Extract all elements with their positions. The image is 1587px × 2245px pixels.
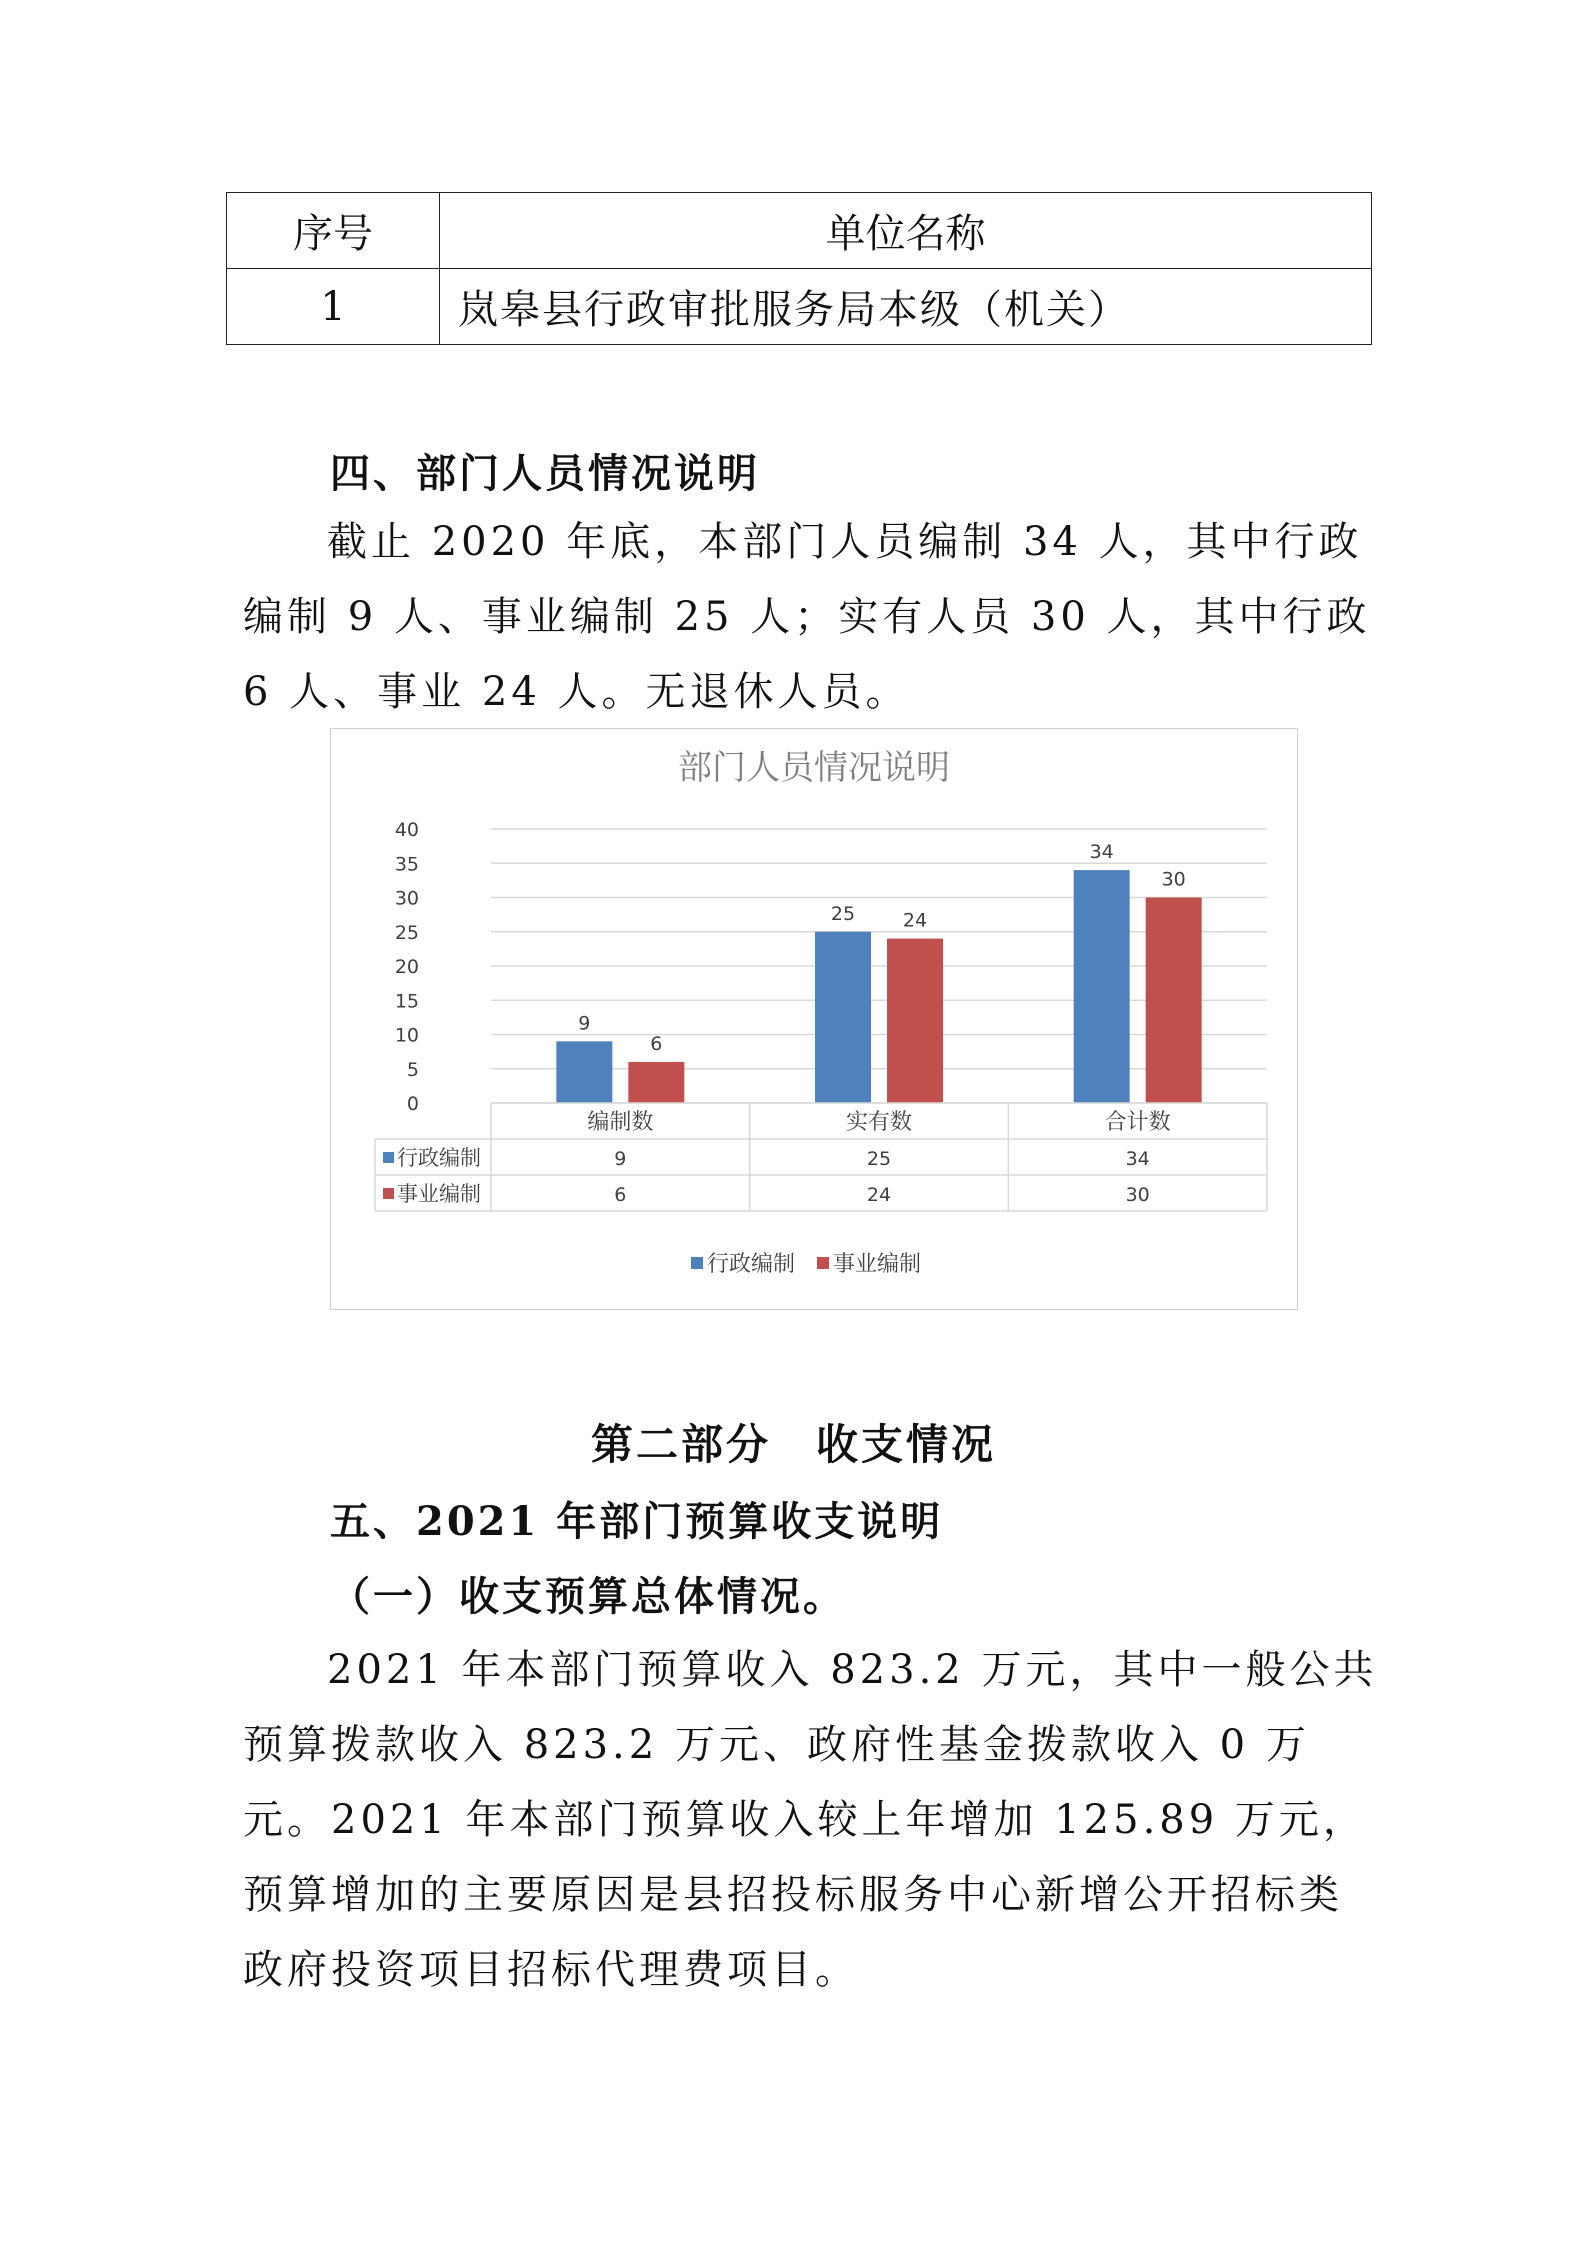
bar-行政编制	[1074, 870, 1130, 1103]
subsection-heading: （一）收支预算总体情况。	[330, 1573, 846, 1620]
y-tick-label: 0	[406, 1093, 419, 1115]
data-label: 30	[1161, 868, 1186, 891]
legend-label: 事业编制	[833, 1252, 922, 1277]
bar-事业编制	[1146, 898, 1202, 1104]
chart-title: 部门人员情况说明	[678, 748, 950, 788]
part2-title: 第二部分 收支情况	[590, 1420, 996, 1469]
y-tick-label: 40	[394, 819, 419, 841]
category-label: 编制数	[587, 1110, 654, 1135]
y-tick-label: 15	[394, 990, 419, 1013]
table-legend-key	[383, 1152, 394, 1163]
bar-行政编制	[556, 1041, 612, 1103]
category-label: 实有数	[845, 1110, 913, 1135]
unit-table	[226, 192, 1372, 345]
bar-事业编制	[887, 939, 943, 1103]
bar-行政编制	[815, 932, 871, 1103]
table-legend-key	[383, 1188, 394, 1199]
y-tick-label: 5	[406, 1058, 419, 1081]
section5-heading: 五、2021 年部门预算收支说明	[330, 1498, 944, 1545]
table-value: 6	[614, 1184, 627, 1206]
y-tick-label: 20	[394, 956, 419, 978]
y-tick-label: 10	[394, 1024, 419, 1047]
header-serial: 序号	[227, 193, 440, 269]
table-series-name: 事业编制	[397, 1182, 481, 1206]
staff-chart	[330, 728, 1298, 1310]
data-label: 24	[902, 909, 928, 932]
table-value: 30	[1125, 1184, 1150, 1206]
legend-key	[691, 1257, 703, 1269]
data-label: 6	[650, 1032, 663, 1055]
table-value: 34	[1125, 1148, 1150, 1170]
y-tick-label: 30	[394, 887, 419, 910]
data-label: 9	[578, 1012, 591, 1035]
legend-label: 行政编制	[707, 1252, 796, 1277]
chart-svg	[331, 729, 1297, 1309]
table-value: 9	[614, 1148, 627, 1170]
table-row	[227, 269, 1372, 345]
header-unit-name: 单位名称	[440, 193, 1372, 269]
data-label: 34	[1089, 841, 1114, 864]
table-value: 25	[866, 1148, 892, 1170]
table-header-row	[227, 193, 1372, 269]
cell-serial: 1	[227, 269, 440, 345]
y-tick-label: 25	[394, 921, 419, 944]
section5-paragraph: 2021 年本部门预算收入 823.2 万元，其中一般公共预算拨款收入 823.2 万元、政府性基金拨款收入 0 万元。2021 年本部门预算收入较上年增加 125.89 万元，预算增加的主要原因是县招投标服务中心新增公开招标类政府投资项目招标代理费项目。	[243, 1647, 1378, 1993]
category-label: 合计数	[1104, 1110, 1171, 1135]
section4-heading: 四、部门人员情况说明	[330, 450, 760, 497]
table-value: 24	[866, 1184, 892, 1206]
section4-paragraph: 截止 2020 年底，本部门人员编制 34 人，其中行政编制 9 人、事业编制 25 人；实有人员 30 人，其中行政 6 人、事业 24 人。无退休人员。	[243, 519, 1371, 715]
table-series-name: 行政编制	[397, 1146, 481, 1170]
cell-unit-name: 岚皋县行政审批服务局本级（机关）	[440, 269, 1372, 345]
y-tick-label: 35	[394, 853, 419, 876]
bar-事业编制	[628, 1062, 684, 1103]
data-label: 25	[830, 902, 856, 925]
legend-key	[817, 1257, 829, 1269]
